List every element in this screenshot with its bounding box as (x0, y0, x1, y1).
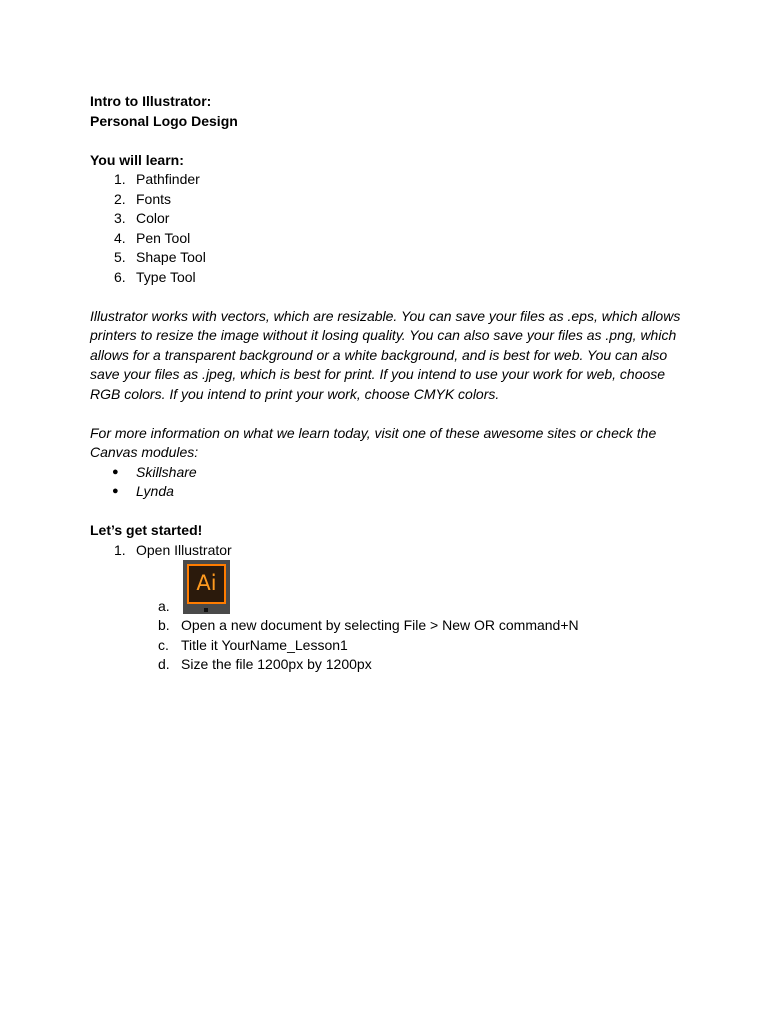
list-item-text: Fonts (136, 190, 172, 207)
substep-text: Size the file 1200px by 1200px (181, 656, 372, 672)
substep-text: Open a new document by selecting File > New OR command+N (181, 617, 579, 633)
paragraph-line: For more information on what we learn today, visit one of these awesome sites or check the (90, 424, 657, 441)
spacer (90, 502, 690, 522)
list-marker: 1. (114, 541, 126, 558)
paragraph-line: save your files as .jpeg, which is best for print. If you intend to use your work for web, choose (90, 366, 666, 382)
substep-item (90, 616, 690, 636)
learn-heading: You will learn: (90, 151, 184, 168)
learn-list-item (90, 248, 690, 268)
list-item-text: Color (136, 210, 170, 226)
spacer (90, 131, 690, 151)
learn-list-item (90, 190, 690, 210)
ai-icon-tile (187, 564, 226, 604)
learn-list-item (90, 209, 690, 229)
learn-list (90, 170, 690, 287)
started-heading: Let’s get started! (90, 522, 203, 538)
paragraph-line: Illustrator works with vectors, which are resizable. You can save your files as .eps, which allows (90, 307, 681, 324)
resource-list-item (90, 463, 690, 483)
paragraph-line: Canvas modules: (90, 444, 199, 460)
list-marker: 3. (114, 210, 126, 226)
list-marker: a. (158, 597, 170, 614)
bullet-marker: ● (112, 465, 119, 478)
document-title-line-1: Intro to Illustrator: (90, 93, 212, 109)
resources-paragraph (90, 424, 690, 463)
paragraph-line: printers to resize the image without it losing quality. You can also save your files as .png, which (90, 327, 677, 343)
list-item-text: Pathfinder (136, 171, 200, 187)
resource-skillshare: Skillshare (136, 463, 197, 480)
substep-item (90, 636, 690, 656)
bullet-marker: ● (112, 485, 119, 497)
paragraph-line: RGB colors. If you intend to print your work, choose CMYK colors. (90, 385, 500, 402)
substep-item (90, 655, 690, 675)
learn-list-item (90, 268, 690, 288)
list-item-text: Pen Tool (136, 229, 191, 246)
learn-list-item (90, 229, 690, 249)
substep-item-icon (90, 560, 690, 616)
list-item-text: Type Tool (136, 268, 196, 285)
resource-lynda: Lynda (136, 483, 174, 499)
list-marker: 2. (114, 190, 126, 207)
adobe-illustrator-icon (183, 560, 230, 614)
spacer (90, 287, 690, 307)
substep-text: Title it YourName_Lesson1 (181, 636, 348, 653)
ai-icon-text: Ai (196, 571, 217, 595)
resource-list-item (90, 482, 690, 502)
resources-list (90, 463, 690, 502)
learn-list-item (90, 170, 690, 190)
spacer (90, 404, 690, 424)
document-title-line-2: Personal Logo Design (90, 112, 238, 129)
list-marker: 4. (114, 229, 126, 246)
ai-icon-dot (204, 608, 208, 612)
list-marker: d. (158, 656, 170, 672)
list-marker: b. (158, 617, 170, 633)
list-marker: 6. (114, 268, 126, 285)
step-text: Open Illustrator (136, 541, 232, 558)
step-item (90, 541, 690, 561)
list-marker: 5. (114, 249, 126, 265)
document-page (90, 92, 690, 675)
paragraph-line: allows for a transparent background or a white background, and is best for web. You can also (90, 346, 668, 363)
list-marker: c. (158, 636, 169, 653)
list-item-text: Shape Tool (136, 249, 206, 265)
intro-paragraph (90, 307, 690, 405)
list-marker: 1. (114, 171, 126, 187)
